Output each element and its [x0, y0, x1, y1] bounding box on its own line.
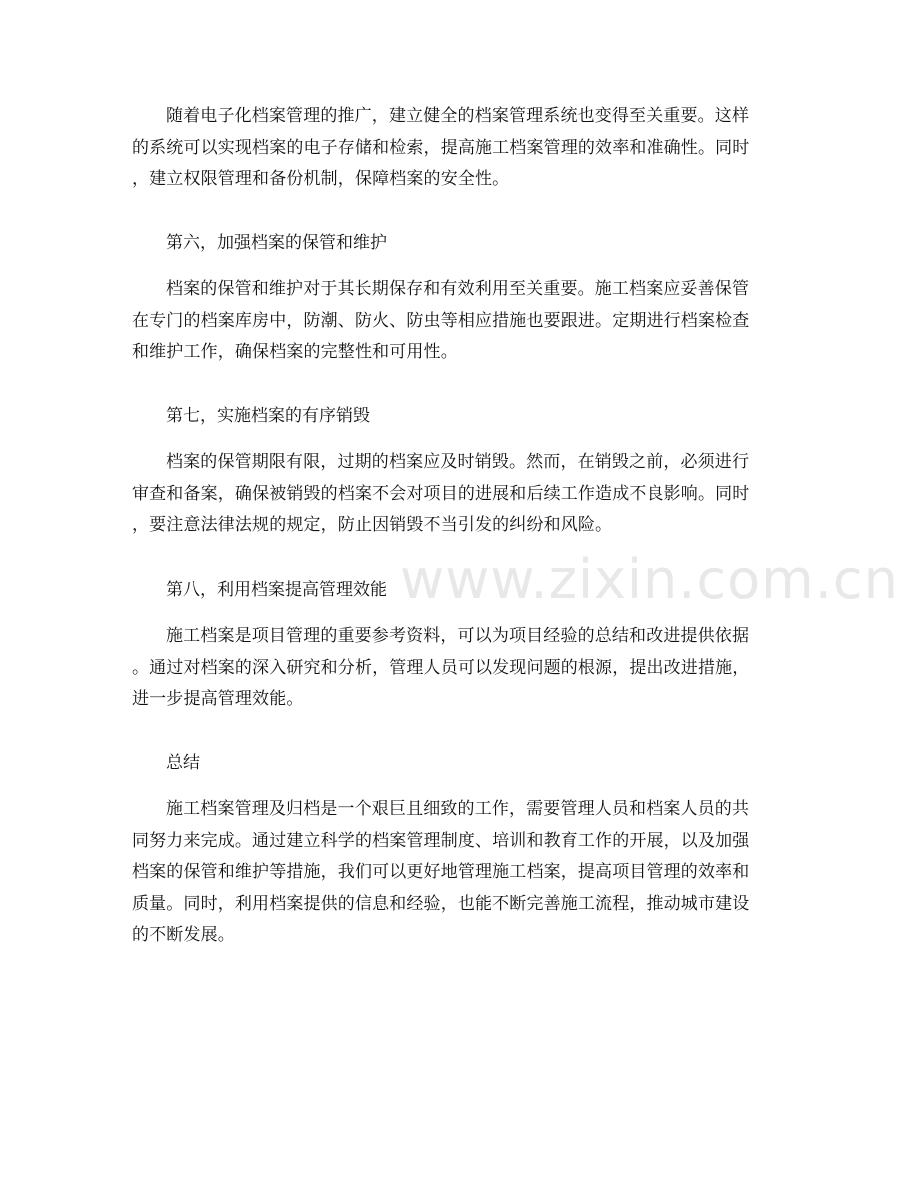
paragraph-line: 档案的保管期限有限，过期的档案应及时销毁。然而，在销毁之前，必须进行 [166, 452, 750, 472]
watermark: www.zixin.com.cn [400, 548, 899, 611]
paragraph-summary [132, 794, 792, 952]
paragraph-line: 随着电子化档案管理的推广，建立健全的档案管理系统也变得至关重要。这样 [166, 106, 750, 126]
paragraph-line: 档案的保管和维护等措施，我们可以更好地管理施工档案，提高项目管理的效率和 [132, 862, 750, 882]
paragraph-storage-maintenance [132, 274, 792, 369]
paragraph-management-efficiency [132, 621, 792, 716]
paragraph-line: ，要注意法律法规的规定，防止因销毁不当引发的纠纷和风险。 [132, 515, 613, 535]
paragraph-line: 质量。同时，利用档案提供的信息和经验，也能不断完善施工流程，推动城市建设 [132, 893, 750, 914]
paragraph-line: 的系统可以实现档案的电子存储和检索，提高施工档案管理的效率和准确性。同时 [132, 137, 750, 158]
paragraph-line: ，建立权限管理和备份机制，保障档案的安全性。 [132, 169, 510, 189]
paragraph-line: 档案的保管和维护对于其长期保存和有效利用至关重要。施工档案应妥善保管 [166, 279, 750, 299]
paragraph-line: 施工档案是项目管理的重要参考资料，可以为项目经验的总结和改进提供依据 [166, 626, 750, 646]
section-heading-8: 第八，利用档案提高管理效能 [166, 580, 387, 600]
paragraph-line: 进一步提高管理效能。 [132, 689, 304, 709]
section-heading-7: 第七，实施档案的有序销毁 [166, 406, 370, 426]
paragraph-orderly-destruction [132, 447, 792, 542]
paragraph-line: 。通过对档案的深入研究和分析，管理人员可以发现问题的根源，提出改进措施， [132, 657, 750, 678]
paragraph-electronic-archive-system [132, 101, 792, 196]
paragraph-line: 和维护工作，确保档案的完整性和可用性。 [132, 342, 458, 362]
section-heading-summary: 总结 [166, 753, 200, 773]
paragraph-line: 同努力来完成。通过建立科学的档案管理制度、培训和教育工作的开展，以及加强 [132, 830, 750, 851]
paragraph-line: 审查和备案，确保被销毁的档案不会对项目的进展和后续工作造成不良影响。同时 [132, 483, 750, 504]
paragraph-line: 在专门的档案库房中，防潮、防火、防虫等相应措施也要跟进。定期进行档案检查 [132, 310, 750, 331]
section-heading-6: 第六，加强档案的保管和维护 [166, 233, 387, 253]
paragraph-line: 施工档案管理及归档是一个艰巨且细致的工作，需要管理人员和档案人员的共 [166, 799, 750, 819]
paragraph-line: 的不断发展。 [132, 925, 235, 945]
